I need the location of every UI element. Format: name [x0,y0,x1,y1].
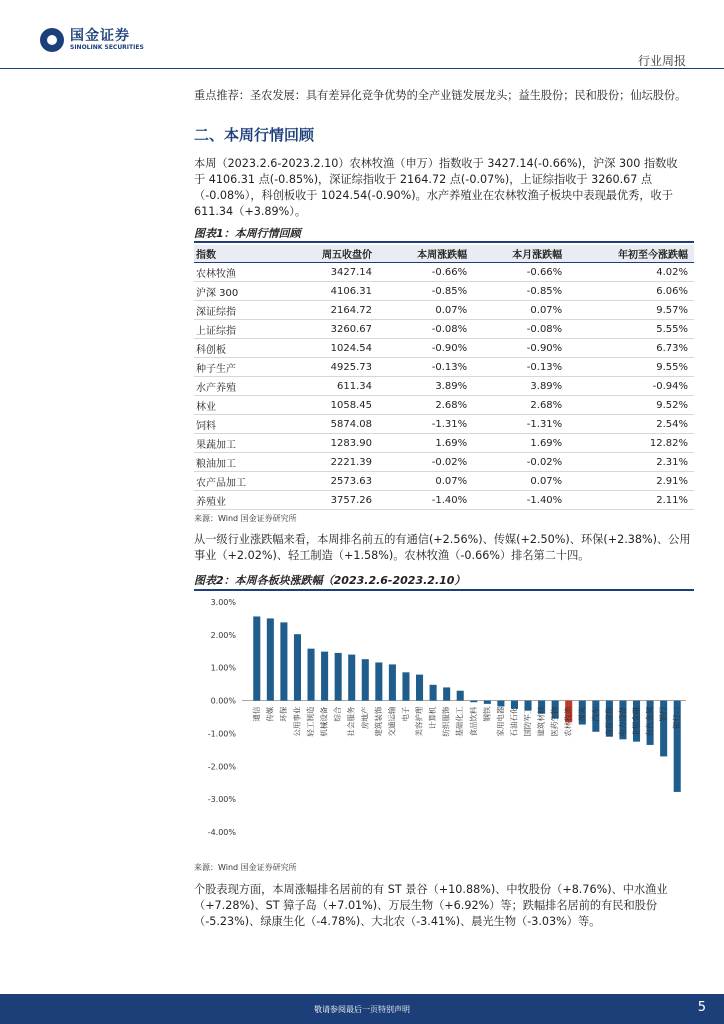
table-cell: 农产品加工 [194,472,283,491]
table-header-row [194,245,694,263]
table-cell: 3.89% [473,377,568,396]
table-cell: -0.08% [378,320,473,339]
table-cell: 2.91% [568,472,694,491]
category-label: 非银金融 [631,706,641,737]
bar [253,616,260,700]
table-row [194,396,694,415]
table-row [194,491,694,510]
table-cell: -0.66% [378,263,473,282]
table-row [194,339,694,358]
recommend-paragraph: 重点推荐：圣农发展：具有差异化竞争优势的全产业链发展龙头；益生股份；民和股份；仙坛股份。 [194,89,687,102]
bar [280,622,287,700]
table-cell: 6.06% [568,282,694,301]
table-row [194,472,694,491]
category-label: 食品饮料 [468,706,478,737]
table-cell: -0.02% [378,453,473,472]
table-cell: 6.73% [568,339,694,358]
table-cell: 深证综指 [194,301,283,320]
table-cell: 1058.45 [283,396,378,415]
table-cell: -0.08% [473,320,568,339]
industry-bar-chart [194,590,694,850]
table-cell: 科创板 [194,339,283,358]
table-cell: 1.69% [473,434,568,453]
category-label: 钢铁 [482,706,492,722]
table-cell: -1.40% [378,491,473,510]
bar [294,634,301,700]
bar [497,701,504,707]
table-cell: 1283.90 [283,434,378,453]
table-cell: 0.07% [378,472,473,491]
summary-paragraph: 本周（2023.2.6-2023.2.10）农林牧渔（申万）指数收于 3427.14(-0.66%)，沪深 300 指数收于 4106.31 点(-0.85%)，深证综指收于 2164.72 点(-0.07%)，上证综指收于 3260.67 点（-0.08%），科创板收于 1024.54(-0.90%)。水产养殖业在农林牧渔子板块中表现最优秀，收于 611.34（+3.89%）。 [194,157,678,218]
table-cell: -1.31% [473,415,568,434]
table-source: 来源：Wind 国金证券研究所 [194,514,297,523]
table-cell: 饲料 [194,415,283,434]
category-label: 商贸零售 [604,706,614,737]
col-header: 本周涨跌幅 [378,245,473,263]
col-header: 年初至今涨跌幅 [568,245,694,263]
table-cell: 水产养殖 [194,377,283,396]
table-cell: 5.55% [568,320,694,339]
category-label: 环保 [278,706,288,722]
table-row [194,434,694,453]
table-row [194,358,694,377]
bar [321,652,328,701]
table-cell: 1024.54 [283,339,378,358]
bar [457,691,464,701]
table-cell: 林业 [194,396,283,415]
table-title-rule [194,241,694,243]
table-cell: 4106.31 [283,282,378,301]
table-cell: 9.55% [568,358,694,377]
table-cell: 2164.72 [283,301,378,320]
table-cell: 0.07% [378,301,473,320]
bar [416,675,423,701]
table-cell: 611.34 [283,377,378,396]
logo-cn: 国金证券 [70,27,130,44]
category-label: 基础化工 [455,706,465,737]
bar [470,701,477,703]
section-title: 二、本周行情回顾 [194,126,315,144]
table-cell: 0.07% [473,472,568,491]
category-label: 国防军工 [523,706,533,737]
col-header: 本月涨跌幅 [473,245,568,263]
logo-icon [40,28,64,52]
category-label: 计算机 [428,706,438,730]
table-row [194,301,694,320]
category-label: 银行 [658,706,668,722]
y-tick-label: 2.00% [210,630,236,640]
table-row [194,415,694,434]
doc-type: 行业周报 [637,54,686,68]
table-cell: 9.57% [568,301,694,320]
category-label: 公用事业 [292,706,302,737]
y-tick-label: 1.00% [210,663,236,673]
category-label: 美容护理 [414,706,424,737]
table-cell: 沪深 300 [194,282,283,301]
col-header: 周五收盘价 [283,245,378,263]
company-logo [40,28,144,52]
table-cell: -0.85% [473,282,568,301]
table-row [194,453,694,472]
table-cell: -0.94% [568,377,694,396]
footer-disclaimer: 敬请参阅最后一页特别声明 [314,1005,410,1014]
category-label: 机械设备 [319,706,329,737]
table-row [194,377,694,396]
bar [335,653,342,701]
category-label: 有色金属 [645,706,655,737]
category-label: 纺织服饰 [441,706,451,737]
y-tick-label: -3.00% [207,795,236,805]
page-number: 5 [697,1000,706,1015]
category-label: 房地产 [360,706,370,730]
category-label: 交通运输 [387,706,397,737]
table-cell: -0.66% [473,263,568,282]
category-label: 银行二 [672,706,682,730]
logo-en: SINOLINK SECURITIES [70,43,144,51]
bar [375,662,382,700]
bar [443,687,450,700]
y-tick-label: -2.00% [207,762,236,772]
y-tick-label: 0.00% [210,696,236,706]
category-label: 农林牧渔 [563,706,573,737]
bar [348,655,355,701]
category-label: 轻工制造 [306,706,316,737]
table-title: 图表1：本周行情回顾 [194,227,301,240]
category-label: 传媒 [265,706,275,722]
category-label: 社会服务 [346,706,356,737]
table-cell: -0.85% [378,282,473,301]
category-label: 建筑材料 [536,706,546,737]
table-cell: -0.02% [473,453,568,472]
bar [402,672,409,700]
table-cell: 4925.73 [283,358,378,377]
table-cell: -1.31% [378,415,473,434]
table-cell: 2.68% [473,396,568,415]
table-cell: 2221.39 [283,453,378,472]
page-header [0,0,724,70]
category-label: 汽车 [590,706,600,722]
stocks-paragraph: 个股表现方面，本周涨幅排名居前的有 ST 景谷（+10.88%)、中牧股份（+8.76%)、中水渔业（+7.28%)、ST 獐子岛（+7.01%)、万辰生物（+6.92%）等；跌幅排名居前的有民和股份（-5.23%)、绿康生化（-4.78%)、大北农（-3.41%)、晨光生物（-3.03%）等。 [194,883,668,928]
table-cell: 4.02% [568,263,694,282]
table-cell: 2.68% [378,396,473,415]
header-rule [0,68,724,69]
table-row [194,320,694,339]
bar [389,664,396,700]
table-row [194,263,694,282]
table-cell: -0.13% [473,358,568,377]
bar [430,685,437,701]
bar [362,659,369,700]
bar [484,701,491,704]
category-label: 电力设备 [617,706,627,737]
y-tick-label: 3.00% [210,598,236,607]
chart-source: 来源：Wind 国金证券研究所 [194,863,297,872]
table-cell: 3.89% [378,377,473,396]
table-cell: 养殖业 [194,491,283,510]
table-cell: 种子生产 [194,358,283,377]
table-cell: 1.69% [378,434,473,453]
table-cell: 上证综指 [194,320,283,339]
table-cell: 农林牧渔 [194,263,283,282]
bar [308,649,315,701]
category-label: 煤炭 [577,706,587,722]
table-cell: 3757.26 [283,491,378,510]
y-tick-label: -1.00% [207,729,236,739]
category-label: 建筑装饰 [373,706,383,737]
category-label: 电子 [400,706,410,722]
table-cell: 2573.63 [283,472,378,491]
table-cell: -0.13% [378,358,473,377]
category-label: 医药生物 [550,706,560,737]
table-cell: 粮油加工 [194,453,283,472]
table-cell: 9.52% [568,396,694,415]
table-cell: 12.82% [568,434,694,453]
y-tick-label: -4.00% [207,828,236,837]
category-label: 通信 [251,706,261,722]
category-label: 石油石化 [509,706,519,737]
table-cell: 2.11% [568,491,694,510]
table-cell: 2.54% [568,415,694,434]
col-header: 指数 [194,245,283,263]
table-body [194,263,694,510]
table-cell: 2.31% [568,453,694,472]
bar [267,618,274,700]
chart-title: 图表2：本周各板块涨跌幅（2023.2.6-2023.2.10） [194,574,466,587]
table-cell: 5874.08 [283,415,378,434]
table-cell: -0.90% [378,339,473,358]
table-cell: 果蔬加工 [194,434,283,453]
table-cell: 3427.14 [283,263,378,282]
table-cell: 0.07% [473,301,568,320]
table-cell: -1.40% [473,491,568,510]
table-cell: 3260.67 [283,320,378,339]
table-cell: -0.90% [473,339,568,358]
table-row [194,282,694,301]
category-label: 家用电器 [495,706,505,737]
performance-table [194,245,694,510]
industry-paragraph: 从一级行业涨跌幅来看，本周排名前五的有通信(+2.56%)、传媒(+2.50%)、环保(+2.38%)、公用事业（+2.02%)、轻工制造（+1.58%)。农林牧渔（-0.66%）排名第二十四。 [194,533,691,562]
category-label: 综合 [333,706,343,722]
